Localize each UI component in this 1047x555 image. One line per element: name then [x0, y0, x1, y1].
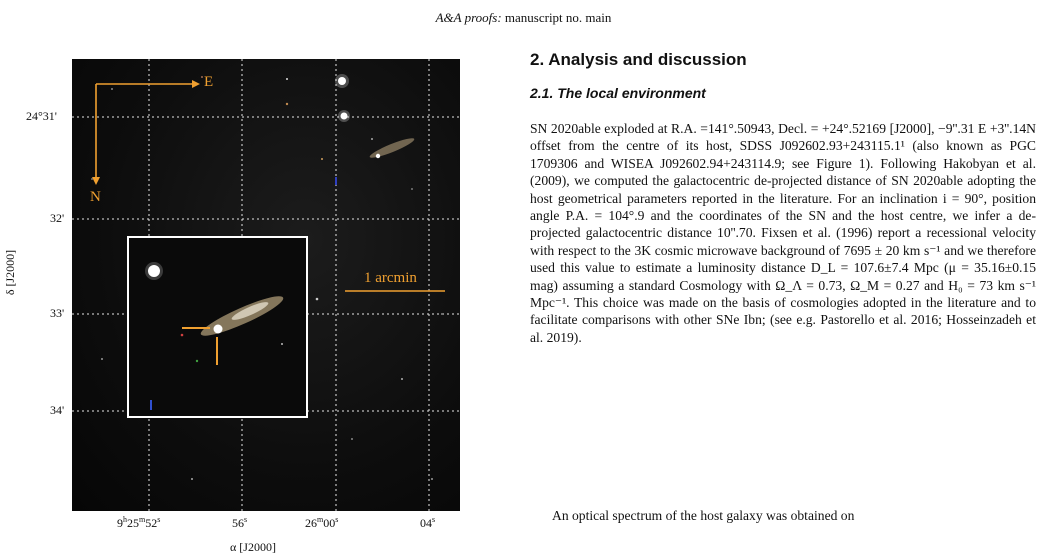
inset-supernova [214, 325, 223, 334]
scale-bar-label: 1 arcmin [364, 270, 417, 286]
figure-1 [0, 50, 520, 554]
y-tick-label: 34' [50, 403, 65, 417]
x-axis-label: α [J2000] [230, 540, 276, 554]
y-tick-label: 32' [50, 211, 65, 225]
section-title: 2. Analysis and discussion [530, 50, 747, 69]
compass-north-label: N [90, 189, 101, 205]
body-paragraph: SN 2020able exploded at R.A. =141°.50943, Decl. = +24°.52169 [J2000], −9''.31 E +3''.14N offset from the centre of its host, SDSS J092602.93+243115.1¹ (also known as PGC 1709306 and WISEA J092602.94+243114.9; see Figure 1). Following Hakobyan et al. (2009), we computed the galactocentric de-projected distance of SN 2020able adopting the host geometrical parameters reported in the literature. For an inclination i = 90°, position angle P.A. = 104°.9 and the coordinates of the SN and the host centre, we infer a de-projected galactocentric distance 10''.70. Fixsen et al. (1996) report a recessional velocity with respect to the 3K cosmic microwave background of 7695 ± 20 km s⁻¹ and we therefore used this value to estimate a luminosity distance D_L = 107.6±7.4 Mpc (μ = 35.16±0.15 mag) assuming a standard Cosmology with Ω_Λ = 0.73, Ω_M = 0.27 and H₀ = 73 km s⁻¹ Mpc⁻¹. This choice was made on the basis of cosmologies adopted in the literature and to facilitate comparisons with other SNe Ibn; (see e.g. Pastorello et al. 2016; Hosseinzadeh et al. 2019). [530, 121, 1036, 345]
running-head [0, 10, 1047, 26]
journal-name: A&A proofs: [435, 10, 502, 25]
compass-east-label: E [204, 74, 214, 90]
y-axis-label: δ [J2000] [3, 249, 18, 296]
x-tick-label: 04$^s$ [420, 515, 436, 530]
y-tick-label: 24°31' [26, 109, 57, 123]
host-galaxy [368, 135, 416, 160]
x-tick-label: 26$^m$00$^s$ [305, 515, 339, 530]
compass-arrows [92, 80, 200, 185]
y-tick-label: 33' [50, 306, 65, 320]
x-tick-label: 9$^h$25$^m$52$^s$ [117, 515, 161, 530]
next-paragraph-start: An optical spectrum of the host galaxy was obtained on [552, 508, 855, 523]
subsection-title: 2.1. The local environment [530, 85, 706, 101]
manuscript-info: manuscript no. main [501, 10, 612, 25]
x-tick-label: 56$^s$ [232, 515, 248, 530]
sky-image [72, 59, 460, 511]
supernova-point [376, 154, 380, 158]
